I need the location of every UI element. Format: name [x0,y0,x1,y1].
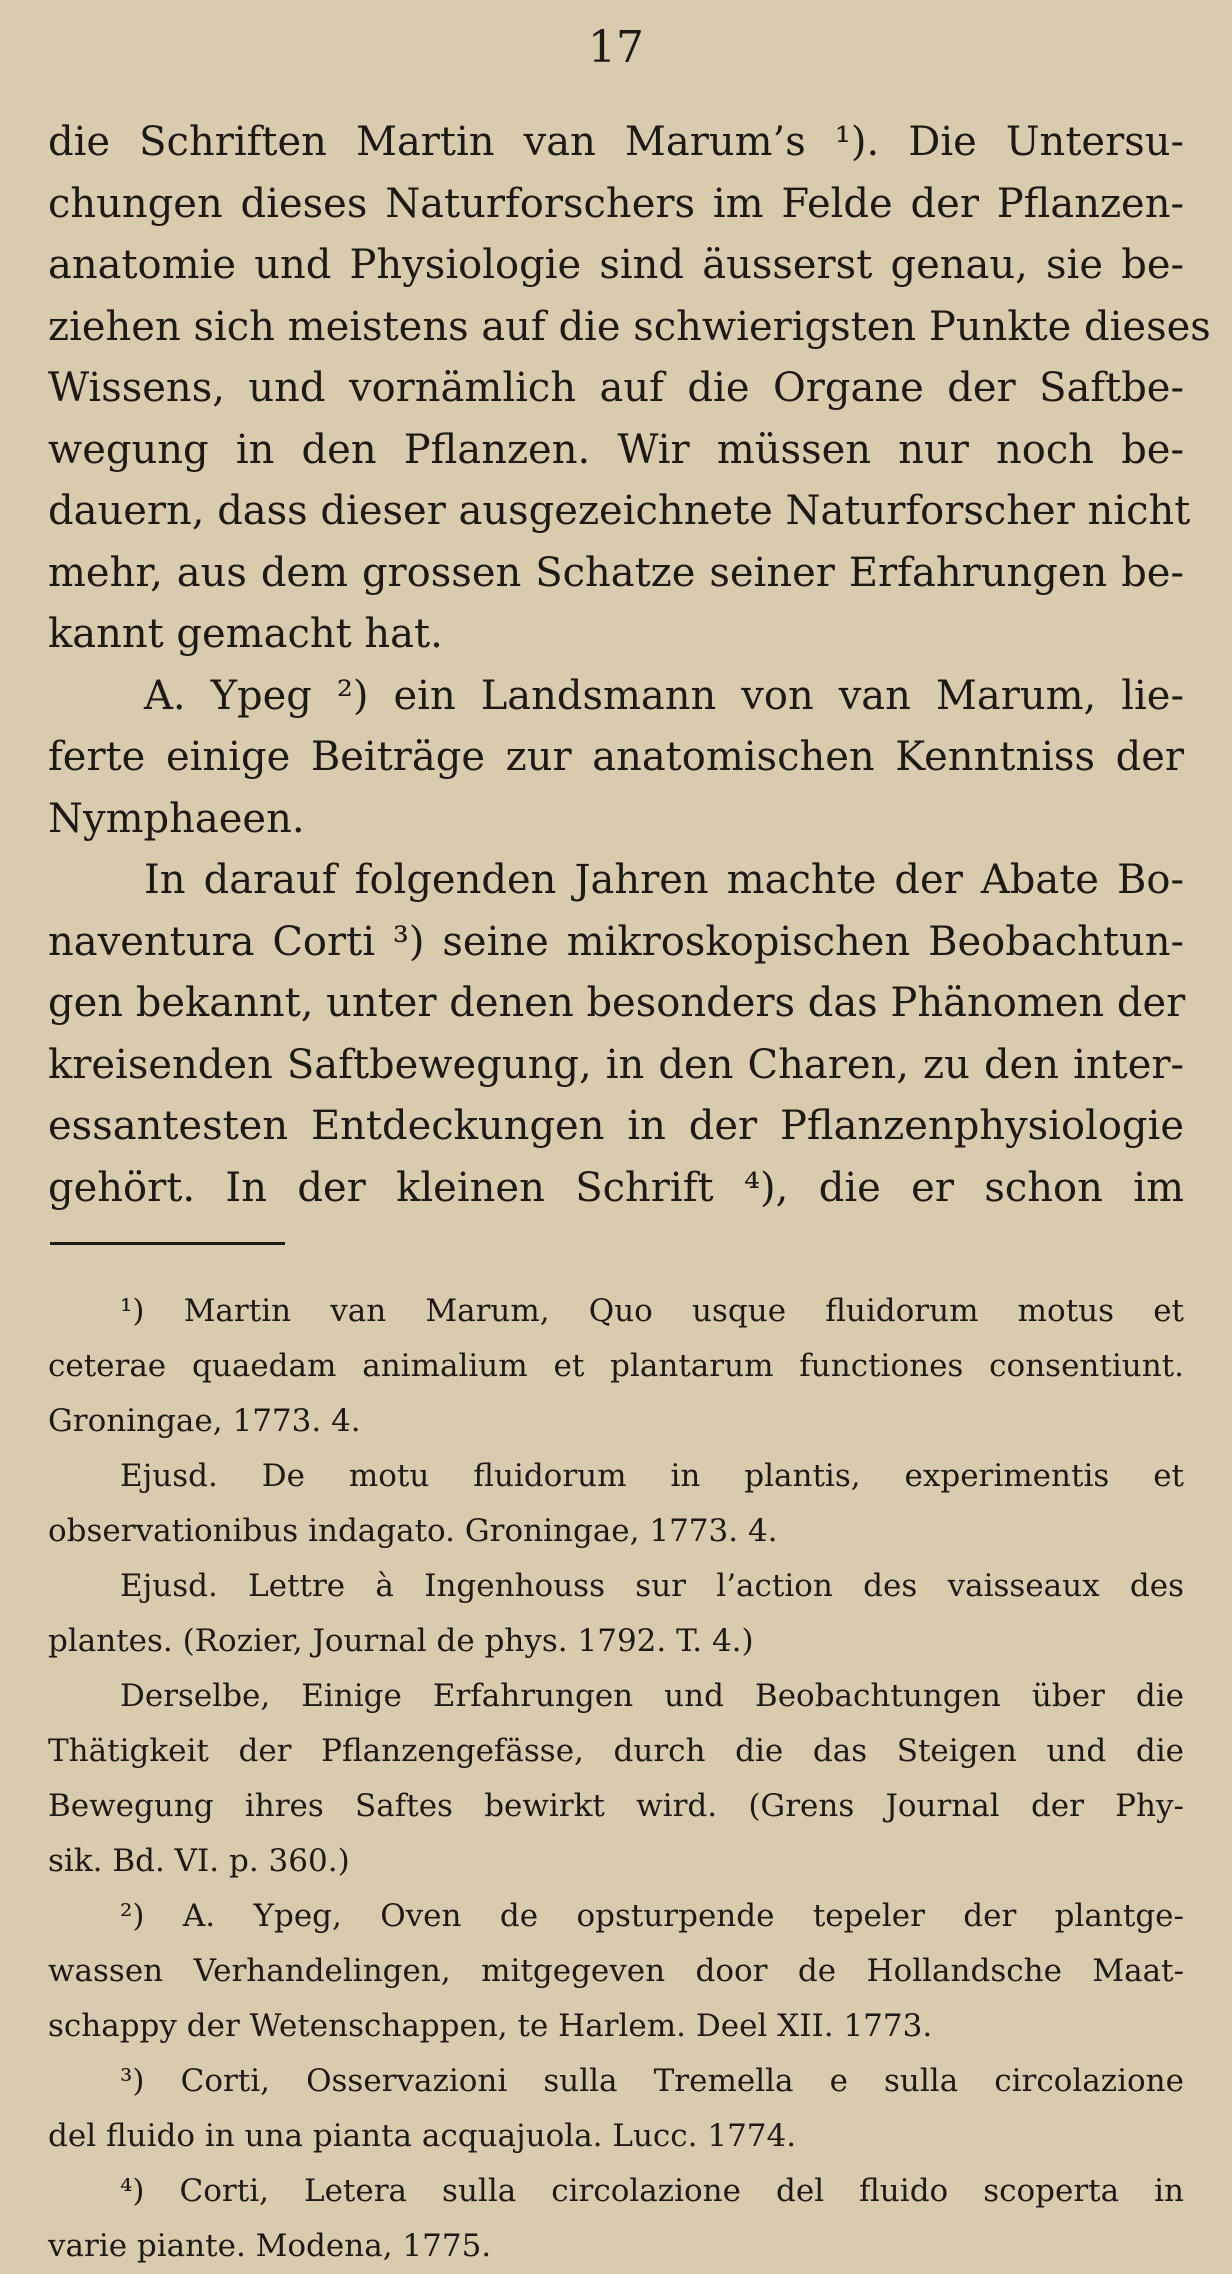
footnote-line-2: ceterae quaedam animalium et plantarum functiones consentiunt. [48,1348,1184,1384]
footnote-line-17: ⁴) Corti, Letera sulla circolazione del fluido scoperta in [120,2173,1184,2209]
text-line-12: Nymphaeen. [48,795,305,842]
text-line-18: gehört. In der kleinen Schrift ⁴), die er schon im [48,1164,1184,1211]
footnote-line-12: ²) A. Ypeg, Oven de opsturpende tepeler der plantge- [120,1898,1184,1934]
main-text [48,112,1211,1219]
footnote-line-18: varie piante. Modena, 1775. [48,2228,492,2264]
text-line-11: ferte einige Beiträge zur anatomischen Kenntniss der [48,734,1184,780]
footnote-line-7: plantes. (Rozier, Journal de phys. 1792. T. 4.) [48,1623,754,1659]
text-line-14: naventura Corti ³) seine mikroskopischen Beobachtun- [48,918,1184,965]
footnote-line-5: observationibus indagato. Groningae, 1773. 4. [48,1513,778,1549]
text-line-1: die Schriften Martin van Marum’s ¹). Die Untersu- [48,119,1184,165]
footnote-line-16: del fluido in una pianta acquajuola. Lucc. 1774. [48,2118,797,2154]
footnote-line-10: Bewegung ihres Saftes bewirkt wird. (Grens Journal der Phy- [48,1788,1184,1824]
text-line-6: wegung in den Pflanzen. Wir müssen nur noch be- [48,426,1184,473]
footnote-line-9: Thätigkeit der Pflanzengefässe, durch die das Steigen und die [48,1733,1184,1769]
text-line-13: In darauf folgenden Jahren machte der Abate Bo- [144,857,1184,903]
text-line-8: mehr, aus dem grossen Schatze seiner Erfahrungen be- [48,549,1184,596]
text-line-4: ziehen sich meistens auf die schwierigsten Punkte dieses [48,303,1211,350]
footnote-line-11: sik. Bd. VI. p. 360.) [48,1843,350,1879]
text-line-5: Wissens, und vornämlich auf die Organe der Saftbe- [48,365,1184,411]
text-line-2: chungen dieses Naturforschers im Felde der Pflanzen- [48,180,1184,227]
text-line-16: kreisenden Saftbewegung, in den Charen, zu den inter- [48,1041,1184,1088]
text-line-15: gen bekannt, unter denen besonders das Phänomen der [48,980,1186,1026]
footnote-line-8: Derselbe, Einige Erfahrungen und Beobachtungen über die [120,1678,1184,1714]
footnote-line-3: Groningae, 1773. 4. [48,1403,361,1439]
footnote-divider [50,1242,285,1245]
footnote-line-14: schappy der Wetenschappen, te Harlem. Deel XII. 1773. [48,2008,933,2044]
footnote-line-1: ¹) Martin van Marum, Quo usque fluidorum motus et [120,1293,1184,1329]
page-number: 17 [588,22,644,73]
text-line-3: anatomie und Physiologie sind äusserst genau, sie be- [48,242,1184,288]
footnote-line-13: wassen Verhandelingen, mitgegeven door de Hollandsche Maat- [48,1953,1184,1989]
footnote-line-15: ³) Corti, Osservazioni sulla Tremella e sulla circolazione [120,2063,1184,2099]
footnote-line-6: Ejusd. Lettre à Ingenhouss sur l’action des vaisseaux des [120,1568,1184,1604]
text-line-9: kannt gemacht hat. [48,611,443,657]
text-line-17: essantesten Entdeckungen in der Pflanzenphysiologie [48,1103,1184,1149]
text-line-10: A. Ypeg ²) ein Landsmann von van Marum, lie- [144,672,1184,719]
footnotes [48,1284,1184,2274]
text-line-7: dauern, dass dieser ausgezeichnete Naturforscher nicht [48,488,1191,534]
footnote-line-4: Ejusd. De motu fluidorum in plantis, experimentis et [120,1458,1184,1494]
